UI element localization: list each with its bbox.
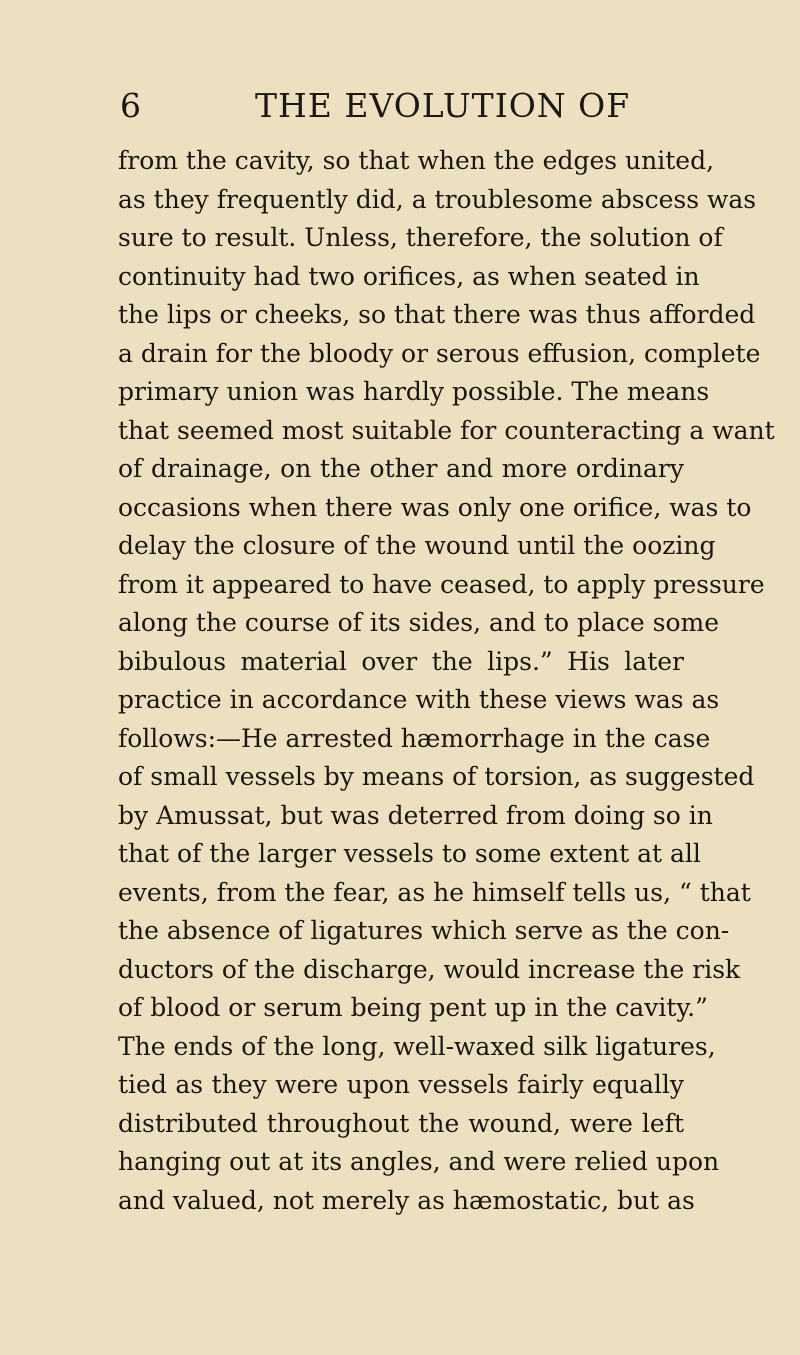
text-line: that of the larger vessels to some extent at all <box>118 839 701 868</box>
body-text <box>118 142 775 1220</box>
text-line: from the cavity, so that when the edges united, <box>118 146 715 175</box>
text-line: sure to result. Unless, therefore, the solution of <box>118 223 723 252</box>
text-line: of small vessels by means of torsion, as suggested <box>118 762 755 791</box>
text-line: The ends of the long, well-waxed silk ligatures, <box>118 1031 716 1061</box>
running-head <box>0 84 800 128</box>
text-line: hanging out at its angles, and were relied upon <box>118 1147 720 1176</box>
text-line: the absence of ligatures which serve as the con- <box>118 916 730 945</box>
text-line: as they frequently did, a troublesome abscess was <box>118 184 757 214</box>
text-line: and valued, not merely as hæmostatic, but as <box>118 1185 695 1215</box>
text-line: delay the closure of the wound until the oozing <box>118 531 716 560</box>
text-line: bibulous material over the lips.” His later <box>118 646 684 676</box>
text-line: along the course of its sides, and to place some <box>118 608 720 637</box>
text-line: from it appeared to have ceased, to apply pressure <box>118 569 765 599</box>
text-line: continuity had two orifices, as when seated in <box>118 261 700 291</box>
text-line: ductors of the discharge, would increase the risk <box>118 954 741 984</box>
running-title: THE EVOLUTION OF <box>255 86 631 125</box>
text-line: follows:—He arrested hæmorrhage in the case <box>118 723 711 753</box>
page-number: 6 <box>120 86 141 125</box>
text-line: practice in accordance with these views was as <box>118 685 720 714</box>
text-line: tied as they were upon vessels fairly equally <box>118 1070 684 1099</box>
text-line: of blood or serum being pent up in the cavity.” <box>118 993 708 1022</box>
text-line: of drainage, on the other and more ordinary <box>118 454 684 483</box>
text-line: that seemed most suitable for counteracting a want <box>118 415 775 445</box>
text-line: occasions when there was only one orifice, was to <box>118 492 752 522</box>
text-line: events, from the fear, as he himself tells us, “ that <box>118 877 751 907</box>
text-line: by Amussat, but was deterred from doing so in <box>118 800 713 830</box>
text-line: distributed throughout the wound, were left <box>118 1108 684 1138</box>
text-line: primary union was hardly possible. The means <box>118 377 710 406</box>
text-line: the lips or cheeks, so that there was thus afforded <box>118 300 756 329</box>
text-line: a drain for the bloody or serous effusion, complete <box>118 338 761 368</box>
